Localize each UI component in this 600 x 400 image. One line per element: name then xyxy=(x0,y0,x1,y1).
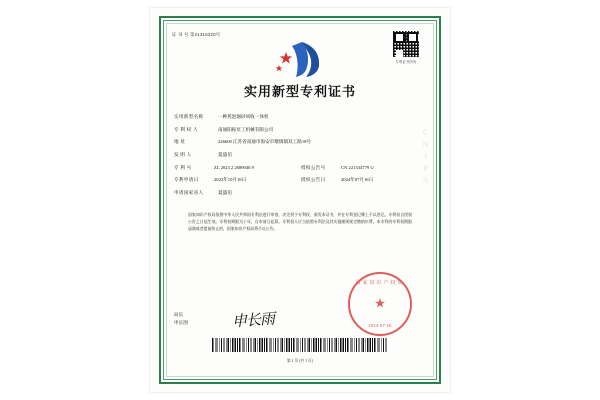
field-label: 实用新型名称 xyxy=(174,114,204,119)
field-label: 专 利 号 xyxy=(174,164,192,170)
certificate-content xyxy=(172,28,428,372)
field-row-address xyxy=(174,139,428,145)
field-row-dates xyxy=(174,177,428,183)
field-row-utility-model-name xyxy=(174,114,428,120)
field-label: 专 利 权 人 xyxy=(174,126,198,132)
field-label: 申请国家省人 xyxy=(174,190,204,196)
certificate-sheet xyxy=(150,8,450,392)
qr-code-label: 专利证书防伪 xyxy=(395,60,417,64)
director-label: 局长 xyxy=(174,311,184,317)
field-value: 226600 江苏省南通市海安市墩镇镇双工路18号 xyxy=(218,139,312,145)
seal-date: 2024-07-16 xyxy=(368,323,392,328)
field-label: 授权公告号 xyxy=(301,164,326,170)
qr-code-icon[interactable] xyxy=(392,30,420,58)
seal-top-text: 国家知识产权局 xyxy=(355,281,405,286)
page-title: 实用新型专利证书 xyxy=(243,84,356,99)
field-value: 2024年07月16日 xyxy=(341,177,374,183)
field-col-left xyxy=(174,165,301,171)
field-col-right xyxy=(301,165,428,171)
field-value: 2023年10月19日 xyxy=(214,177,247,183)
field-label: 地 址 xyxy=(174,139,186,145)
field-value: CN 221334779 U xyxy=(341,164,374,170)
field-label: 授权公告日 xyxy=(301,177,326,183)
field-row-inventor xyxy=(174,152,428,158)
official-red-seal xyxy=(348,272,412,336)
legal-paragraph: 国家知识产权局依照中华人民共和国专利法进行审查，决定授予专利权，颁发本证书，并在专利登记簿上予以登记。专利权自授权公告之日起生效。专利权期限为十年，自申请日起算。专利权人应当依照专利法及其实施细则规定缴纳年费。本专利的专利权期限届满或者提前终止的，国家知识产权局将予以公告。 xyxy=(188,213,412,231)
field-label: 发 明 人 xyxy=(174,152,192,158)
page-footer: 第 1 页 (共 1 页) xyxy=(286,359,314,363)
signature-label: 申长图 xyxy=(174,320,188,326)
qr-code-block xyxy=(386,30,426,64)
handwritten-signature: 申长雨 xyxy=(231,311,275,331)
side-watermark: CNIPA xyxy=(421,128,430,188)
field-col-left xyxy=(174,177,301,183)
field-value: 夏盛伯 xyxy=(218,152,232,158)
field-label: 专利申请日 xyxy=(174,177,199,183)
field-col-right xyxy=(301,177,428,183)
cnipa-emblem-icon xyxy=(272,40,328,78)
field-row-patentee xyxy=(174,127,428,133)
signature-labels xyxy=(174,311,188,328)
fields-list xyxy=(172,114,428,196)
field-row-applicant xyxy=(174,190,428,196)
certificate-number: 证 书 号 第21316320号 xyxy=(172,32,221,37)
document-barcode xyxy=(212,338,388,352)
field-value: 一种蕉泡烟砂回收一体机 xyxy=(218,114,269,119)
star-icon: ★ xyxy=(374,295,386,311)
field-row-patent-number xyxy=(174,165,428,171)
field-value: ZL 2023 2 2689040.9 xyxy=(214,164,254,170)
field-value: 南通阳振泵工机械有限公司 xyxy=(218,126,274,132)
field-value: 夏盛伯 xyxy=(218,190,232,196)
